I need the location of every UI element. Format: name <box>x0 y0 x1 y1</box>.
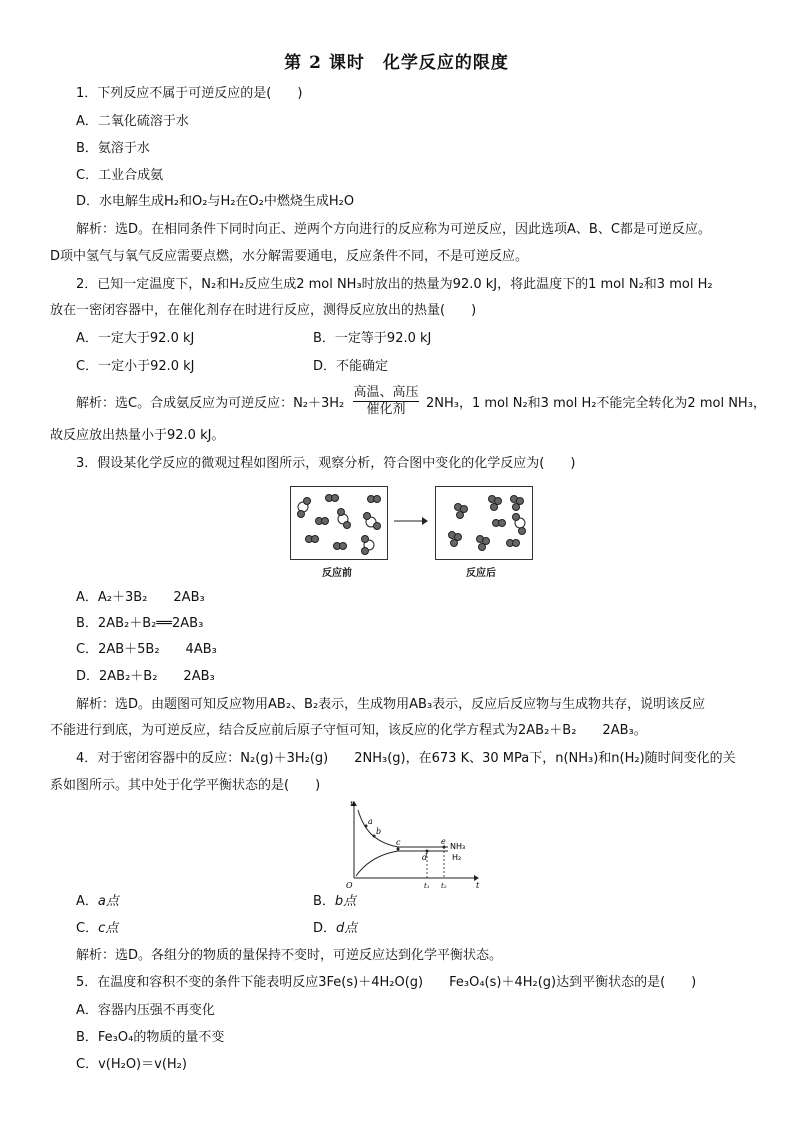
q4-option-c <box>76 920 118 938</box>
q2-option-a: A．一定大于92.0 kJ <box>76 331 195 346</box>
q4-option-d-letter: D． <box>313 921 337 936</box>
condition-top: 高温、高压 <box>353 385 419 400</box>
q1-option-a: A．二氧化硫溶于水 <box>76 114 189 129</box>
q1-explanation-cont: D项中氢气与氧气反应需要点燃，水分解需要通电，反应条件不同，不是可逆反应。 <box>50 249 529 264</box>
q4-option-b <box>313 893 356 911</box>
q2-explanation-cont: 故反应放出热量小于92.0 kJ。 <box>50 428 225 443</box>
q2-explanation-pre: 解析：选C。合成氨反应为可逆反应：N₂＋3H₂ <box>76 396 345 411</box>
label-t2: t₂ <box>441 882 447 890</box>
molecules-after <box>436 487 532 559</box>
reaction-arrow <box>394 516 428 526</box>
label-h2: H₂ <box>452 853 462 862</box>
q1-explanation: 解析：选D。在相同条件下同时向正、逆两个方向进行的反应称为可逆反应，因此选项A、B、C都是可逆反应。 <box>76 222 711 237</box>
label-c: c <box>396 838 401 847</box>
q4-option-d-value: d点 <box>336 921 358 936</box>
q1-option-c: C．工业合成氨 <box>76 168 164 183</box>
origin-label: O <box>346 881 353 890</box>
q3-option-c: C．2AB＋5B₂ 4AB₃ <box>76 642 217 657</box>
reaction-condition <box>348 386 424 417</box>
q2-stem: 2．已知一定温度下，N₂和H₂反应生成2 mol NH₃时放出的热量为92.0 kJ，将此温度下的1 mol N₂和3 mol H₂ <box>76 277 713 292</box>
axis-label-t: t <box>476 881 480 890</box>
point-c <box>397 848 400 851</box>
q4-stem-cont: 系如图所示。其中处于化学平衡状态的是( ) <box>50 778 321 793</box>
q4-option-c-value: c点 <box>98 921 119 936</box>
nh3-curve <box>356 851 448 876</box>
q5-option-a: A．容器内压强不再变化 <box>76 1003 215 1018</box>
q2-option-b: B．一定等于92.0 kJ <box>313 331 432 346</box>
q5-stem: 5．在温度和容积不变的条件下能表明反应3Fe(s)＋4H₂O(g) Fe₃O₄(s)＋4H₂(g)达到平衡状态的是( ) <box>76 975 697 990</box>
molecules-before <box>291 487 387 559</box>
condition-bottom: 催化剂 <box>366 402 406 417</box>
label-b: b <box>376 827 382 836</box>
q3-explanation: 解析：选D。由题图可知反应物用AB₂、B₂表示，生成物用AB₃表示，反应后反应物与生成物共存，说明该反应 <box>76 697 706 712</box>
page-title: 第 2 课时 化学反应的限度 <box>284 53 509 73</box>
q2-explanation-post: 2NH₃，1 mol N₂和3 mol H₂不能完全转化为2 mol NH₃， <box>426 396 766 411</box>
q3-explanation-cont: 不能进行到底，为可逆反应，结合反应前后原子守恒可知，该反应的化学方程式为2AB₂＋B₂ 2AB₃。 <box>50 723 647 738</box>
q4-option-a-value: a点 <box>97 894 119 909</box>
q3-stem: 3．假设某化学反应的微观过程如图所示，观察分析，符合图中变化的化学反应为( ) <box>76 456 576 471</box>
label-t1: t₁ <box>424 882 430 890</box>
q3-option-d: D．2AB₂＋B₂ 2AB₃ <box>76 669 215 684</box>
label-nh3: NH₃ <box>450 842 466 851</box>
q1-option-b: B．氨溶于水 <box>76 141 150 156</box>
axis-label-n: n <box>350 799 356 808</box>
q4-explanation: 解析：选D。各组分的物质的量保持不变时，可逆反应达到化学平衡状态。 <box>76 948 503 963</box>
q4-option-a-letter: A． <box>76 894 98 909</box>
q1-option-d: D．水电解生成H₂和O₂与H₂在O₂中燃烧生成H₂O <box>76 194 355 209</box>
label-a: a <box>368 817 373 826</box>
q1-stem: 1．下列反应不属于可逆反应的是( ) <box>76 86 303 101</box>
q4-stem: 4．对于密闭容器中的反应：N₂(g)＋3H₂(g) 2NH₃(g)，在673 K、30 MPa下，n(NH₃)和n(H₂)随时间变化的关 <box>76 751 736 766</box>
equilibrium-graph <box>340 800 480 890</box>
label-e: e <box>441 837 446 846</box>
label-after: 反应后 <box>466 568 496 579</box>
q4-option-a <box>76 893 119 911</box>
q4-option-d <box>313 920 357 938</box>
label-d: d <box>422 853 428 862</box>
q2-option-d: D．不能确定 <box>313 359 389 374</box>
q5-option-c: C．v(H₂O)＝v(H₂) <box>76 1057 187 1072</box>
h2-curve <box>358 810 448 847</box>
q3-option-b: B．2AB₂＋B₂══2AB₃ <box>76 616 204 631</box>
q5-option-b: B．Fe₃O₄的物质的量不变 <box>76 1030 225 1045</box>
q2-option-c: C．一定小于92.0 kJ <box>76 359 195 374</box>
q3-option-a: A．A₂＋3B₂ 2AB₃ <box>76 590 205 605</box>
reaction-before-box <box>290 486 388 560</box>
label-before: 反应前 <box>322 568 352 579</box>
q2-stem-cont: 放在一密闭容器中，在催化剂存在时进行反应，测得反应放出的热量( ) <box>50 303 477 318</box>
q4-option-b-value: b点 <box>334 894 357 909</box>
reaction-after-box <box>435 486 533 560</box>
q4-option-c-letter: C． <box>76 921 99 936</box>
q4-option-b-letter: B． <box>313 894 335 909</box>
